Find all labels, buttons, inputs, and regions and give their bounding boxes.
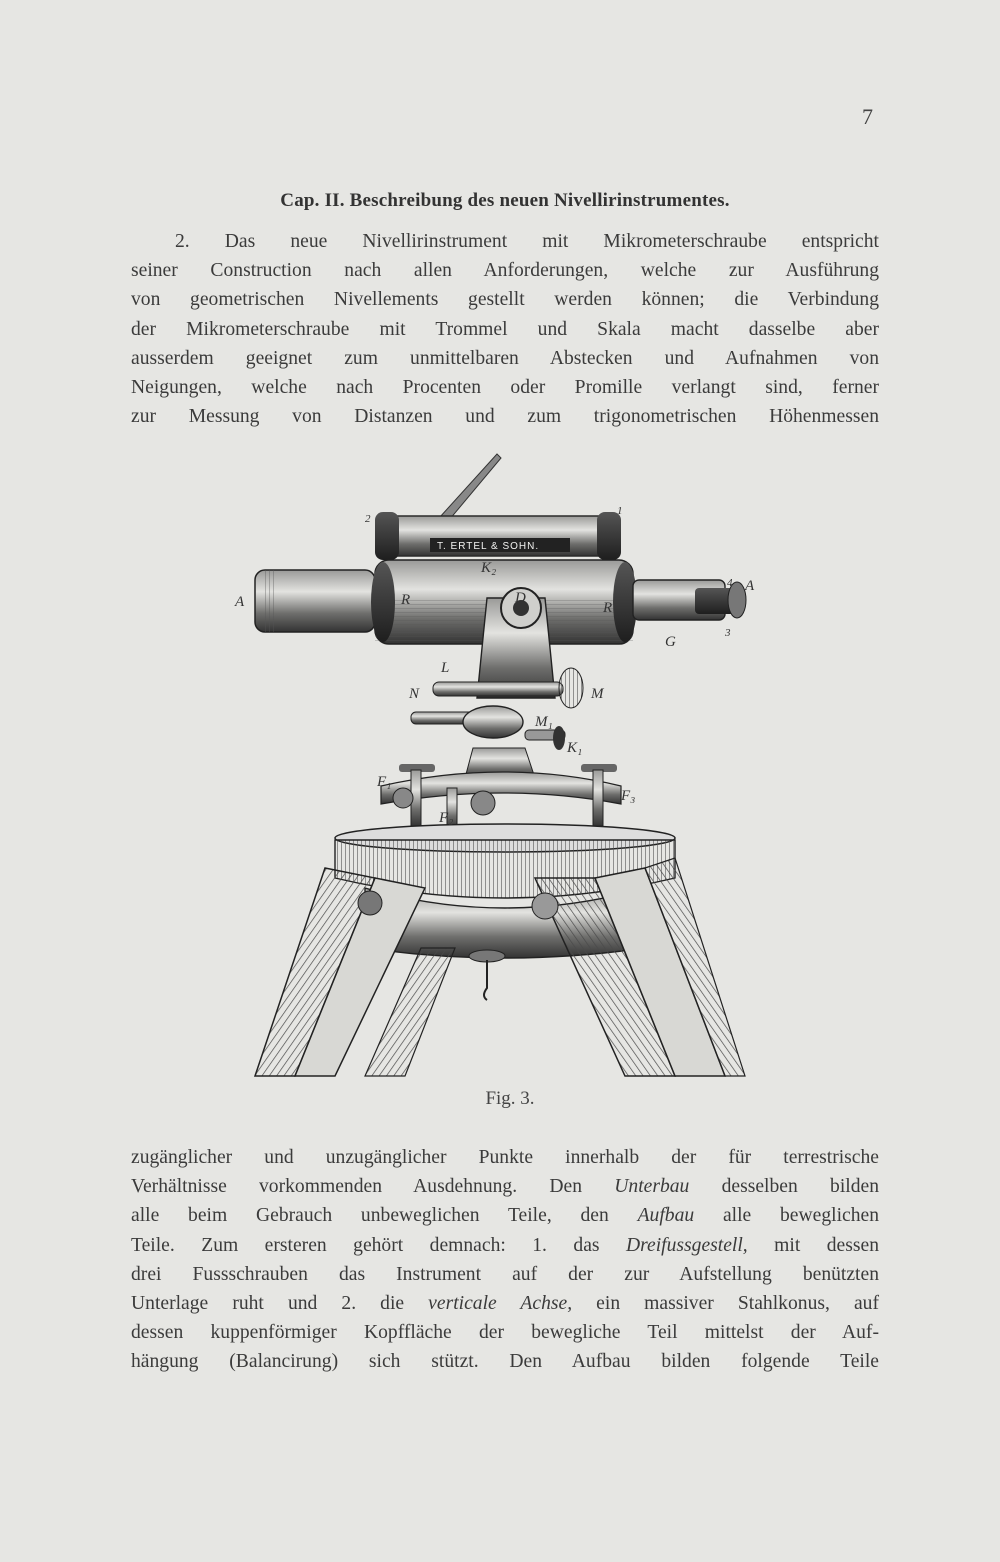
paragraph-line: hängung (Balancirung) sich stützt. Den Aufbau bilden folgende Teile xyxy=(131,1351,879,1373)
label-N: N xyxy=(409,686,420,702)
label-1: 1 xyxy=(617,505,623,517)
paragraph-line: Neigungen, welche nach Procenten oder Promille verlangt sind, ferner xyxy=(131,377,879,399)
maker-inscription: T. ERTEL & SOHN. xyxy=(437,541,540,552)
chapter-heading: Cap. II. Beschreibung des neuen Nivellirinstrumentes. xyxy=(280,190,730,211)
paragraph-line: Teile. Zum ersteren gehört demnach: 1. das Dreifussgestell, mit dessen xyxy=(131,1234,879,1256)
paragraph-line: 2. Das neue Nivellirinstrument mit Mikrometerschraube entspricht xyxy=(175,231,879,252)
page-number: 7 xyxy=(862,104,873,129)
leveling-instrument-figure xyxy=(225,448,785,1088)
paragraph-line: ausserdem geeignet zum unmittelbaren Abstecken und Aufnahmen von xyxy=(131,347,879,369)
paragraph-line: dessen kuppenförmiger Kopffläche der bewegliche Teil mittelst der Auf- xyxy=(131,1322,879,1344)
label-G: G xyxy=(665,634,676,650)
paragraph-line: Unterlage ruht und 2. die verticale Achse, ein massiver Stahlkonus, auf xyxy=(131,1293,879,1315)
label-F2: F₂ xyxy=(439,810,454,826)
label-L: L xyxy=(441,660,450,676)
label-2: 2 xyxy=(365,513,371,525)
label-A-left: A xyxy=(235,594,245,610)
label-A-right: A xyxy=(745,578,755,594)
label-K1: K₁ xyxy=(567,740,583,756)
paragraph-line: drei Fussschrauben das Instrument auf der zur Aufstellung benützten xyxy=(131,1263,879,1285)
leveling-instrument-engraving xyxy=(225,448,785,1088)
figure-caption: Fig. 3. xyxy=(485,1088,535,1109)
label-K2: K₂ xyxy=(481,560,497,576)
italic-term: Aufbau xyxy=(637,1205,695,1227)
label-F1: F₁ xyxy=(377,774,392,790)
italic-term: Unterbau xyxy=(614,1176,690,1198)
label-D: D xyxy=(515,590,526,606)
paragraph-line: seiner Construction nach allen Anforderungen, welche zur Ausführung xyxy=(131,260,879,282)
paragraph-line: Verhältnisse vorkommenden Ausdehnung. Den Unterbau desselben bilden xyxy=(131,1176,879,1198)
paragraph-line: zugänglicher und unzugänglicher Punkte innerhalb der für terrestrische xyxy=(131,1147,879,1168)
label-M: M xyxy=(591,686,604,702)
label-R-right: R xyxy=(603,600,613,616)
label-R-left: R xyxy=(401,592,411,608)
label-4: 4 xyxy=(727,577,733,589)
label-F3: F₃ xyxy=(621,788,636,804)
paragraph-line: alle beim Gebrauch unbeweglichen Teile, den Aufbau alle beweglichen xyxy=(131,1205,880,1227)
paragraph-line: zur Messung von Distanzen und zum trigonometrischen Höhenmessen xyxy=(131,406,879,428)
paragraph-1 xyxy=(131,227,879,431)
italic-term: verticale Achse, xyxy=(428,1293,573,1315)
label-3: 3 xyxy=(725,627,731,639)
italic-term: Dreifussgestell, xyxy=(625,1234,748,1256)
paragraph-line: der Mikrometerschraube mit Trommel und Skala macht dasselbe aber xyxy=(131,318,879,340)
paragraph-2 xyxy=(131,1143,879,1377)
paragraph-line: von geometrischen Nivellements gestellt werden können; die Verbindung xyxy=(131,289,879,311)
label-M1: M₁ xyxy=(535,714,553,730)
